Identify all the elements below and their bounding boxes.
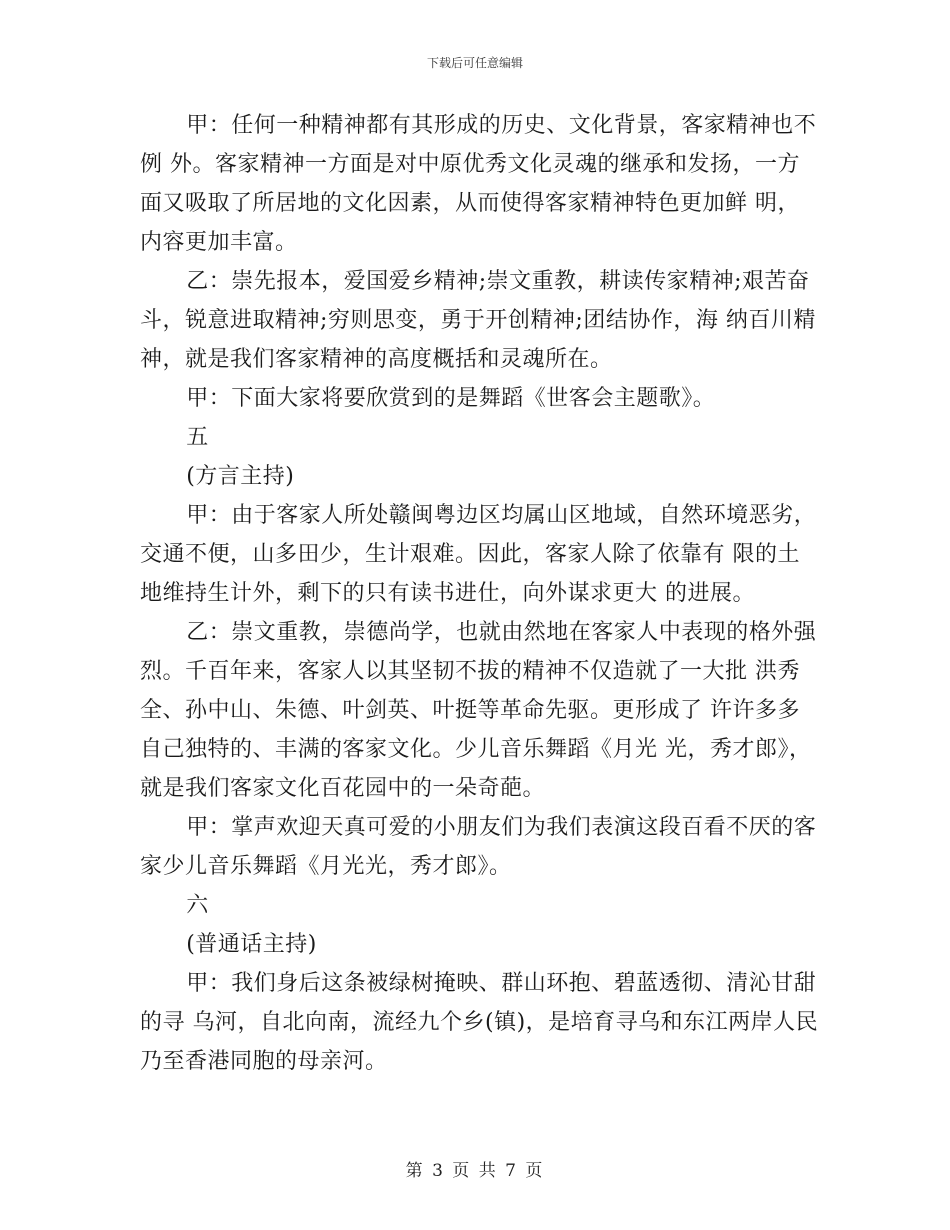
paragraph-7: 乙：崇文重教，崇德尚学，也就由然地在客家人中表现的格外强烈。千百年来，客家人以其坚韧不拔的精神不仅造就了一大批 洪秀全、孙中山、朱德、叶剑英、叶挺等革命先驱。更形成了 许许多多自己独特的、丰满的客家文化。少儿音乐舞蹈《月光 光，秀才郎》，就是我们客家文化百花园中的一朵奇葩。 <box>140 620 817 801</box>
paragraph-8: 甲：掌声欢迎天真可爱的小朋友们为我们表演这段百看不厌的客家少儿音乐舞蹈《月光光，秀才郎》。 <box>140 815 817 879</box>
page-header: 下载后可任意编辑 <box>426 56 523 70</box>
section-number-5: 五 <box>186 425 209 450</box>
document-body <box>140 106 820 1081</box>
paragraph-11: 甲：我们身后这条被绿树掩映、群山环抱、碧蓝透彻、清沁甘甜的寻 乌河，自北向南，流经九个乡(镇)，是培育寻乌和东江两岸人民乃至香港同胞的母亲河。 <box>140 971 819 1074</box>
page-footer: 第 3 页 共 7 页 <box>405 1161 545 1181</box>
section-host-note-6: (普通话主持) <box>186 932 317 957</box>
paragraph-3: 甲：下面大家将要欣赏到的是舞蹈《世客会主题歌》。 <box>186 386 716 411</box>
section-number-6: 六 <box>186 893 209 918</box>
paragraph-6: 甲：由于客家人所处赣闽粤边区均属山区地域，自然环境恶劣，交通不便，山多田少，生计艰难。因此，客家人除了依靠有 限的土地维持生计外，剩下的只有读书进仕，向外谋求更大 的进展。 <box>140 503 817 606</box>
paragraph-2: 乙：崇先报本，爱国爱乡精神;崇文重教，耕读传家精神;艰苦奋斗，锐意进取精神;穷则思变，勇于开创精神;团结协作，海 纳百川精神，就是我们客家精神的高度概括和灵魂所在。 <box>140 269 816 372</box>
paragraph-1: 甲：任何一种精神都有其形成的历史、文化背景，客家精神也不例 外。客家精神一方面是对中原优秀文化灵魂的继承和发扬，一方面又吸取了所居地的文化因素，从而使得客家精神特色更加鲜 明，内容更加丰富。 <box>140 113 817 255</box>
section-host-note-5: (方言主持) <box>186 464 295 489</box>
